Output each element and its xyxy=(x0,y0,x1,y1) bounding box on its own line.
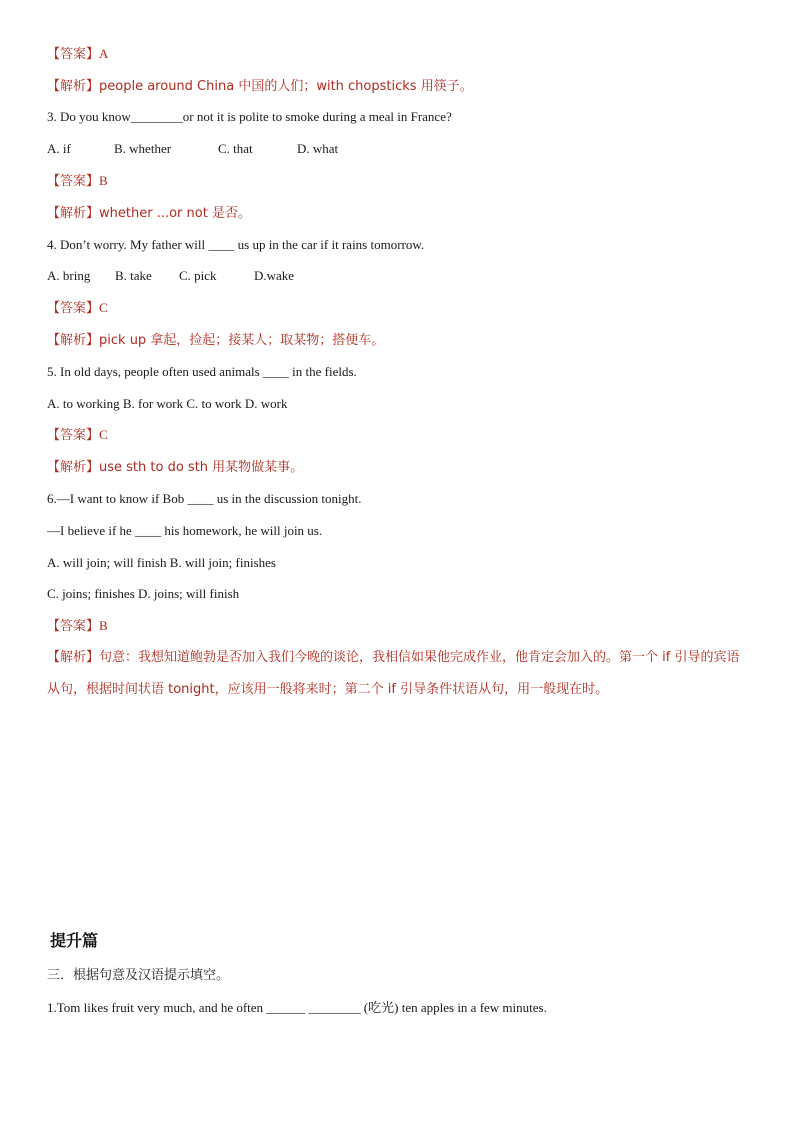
option-c: C. that xyxy=(218,141,253,156)
q5-analysis xyxy=(47,458,303,477)
analysis-text: pick up 拿起，捡起；接某人；取某物；搭便车。 xyxy=(99,333,385,348)
option-d: D.wake xyxy=(254,268,295,283)
analysis-tag: 【解析】 xyxy=(47,650,100,665)
q5-options: A. to working B. for work C. to work D. work xyxy=(47,396,288,411)
answer-value: C xyxy=(99,427,108,442)
section-heading: 提升篇 xyxy=(50,931,99,950)
section-instruction: 三．根据句意及汉语提示填空。 xyxy=(47,968,230,983)
q3-answer xyxy=(47,172,108,191)
q3-options xyxy=(47,140,338,158)
q4-analysis xyxy=(47,331,384,350)
q2-answer xyxy=(47,45,108,64)
section-question-1: 1.Tom likes fruit very much, and he often ______ ________ (吃光) ten apples in a few minutes. xyxy=(47,1000,547,1015)
option-d: D. what xyxy=(297,141,339,156)
q6-answer xyxy=(47,617,108,636)
analysis-tag: 【解析】 xyxy=(47,206,100,221)
answer-tag: 【答案】 xyxy=(47,174,100,189)
analysis-text: people around China 中国的人们；with chopsticks 用筷子。 xyxy=(99,79,473,94)
option-a: A. if xyxy=(47,141,71,156)
answer-tag: 【答案】 xyxy=(47,428,100,443)
q6-stem-1: 6.—I want to know if Bob ____ us in the discussion tonight. xyxy=(47,491,362,506)
q6-analysis xyxy=(47,642,747,706)
q6-options-1: A. will join; will finish B. will join; finishes xyxy=(47,555,276,570)
analysis-text: 句意：我想知道鲍勃是否加入我们今晚的谈论，我相信如果他完成作业，他肯定会加入的。第一个 if 引导的宾语从句，根据时间状语 tonight，应该用一般将来时；第二个 if 引导条件状语从句，用一般现在时。 xyxy=(47,650,740,697)
option-a: A. bring xyxy=(47,268,91,283)
answer-value: A xyxy=(99,46,109,61)
analysis-tag: 【解析】 xyxy=(47,333,100,348)
analysis-text: whether ...or not 是否。 xyxy=(99,206,251,221)
option-b: B. whether xyxy=(114,141,172,156)
q6-stem-2: —I believe if he ____ his homework, he will join us. xyxy=(47,523,323,538)
analysis-text: use sth to do sth 用某物做某事。 xyxy=(99,460,304,475)
q4-stem: 4. Don’t worry. My father will ____ us up in the car if it rains tomorrow. xyxy=(47,237,425,252)
answer-value: B xyxy=(99,173,108,188)
answer-value: B xyxy=(99,618,108,633)
q6-options-2: C. joins; finishes D. joins; will finish xyxy=(47,586,240,601)
q5-stem: 5. In old days, people often used animals ____ in the fields. xyxy=(47,364,357,379)
option-b: B. take xyxy=(115,268,152,283)
answer-tag: 【答案】 xyxy=(47,619,100,634)
answer-value: C xyxy=(99,300,108,315)
answer-tag: 【答案】 xyxy=(47,47,100,62)
q3-analysis xyxy=(47,204,251,223)
answer-tag: 【答案】 xyxy=(47,301,100,316)
q2-analysis xyxy=(47,77,473,96)
q4-answer xyxy=(47,299,108,318)
q3-stem: 3. Do you know________or not it is polite to smoke during a meal in France? xyxy=(47,109,452,124)
q5-answer xyxy=(47,426,108,445)
q4-options xyxy=(47,267,294,285)
analysis-tag: 【解析】 xyxy=(47,460,100,475)
analysis-tag: 【解析】 xyxy=(47,79,100,94)
option-c: C. pick xyxy=(179,268,217,283)
